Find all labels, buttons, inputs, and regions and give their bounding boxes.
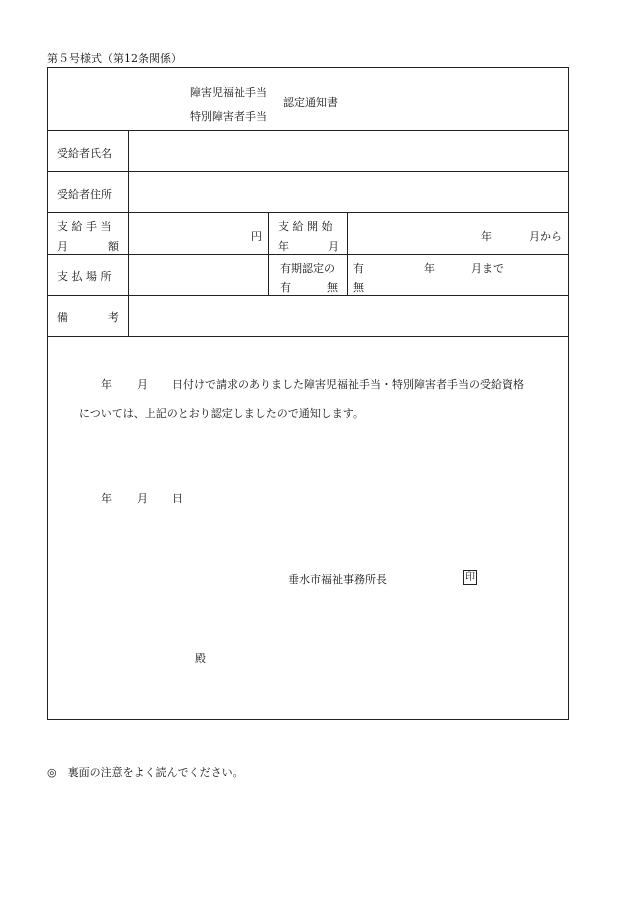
start-month-from: 月から xyxy=(529,230,562,243)
notice-line2-text: については、上記のとおり認定しましたので通知します。 xyxy=(79,407,364,420)
recipient-address-label: 受給者住所 xyxy=(57,188,112,201)
date-month: 月 xyxy=(137,492,148,505)
fixed-term-label-line2a: 有 xyxy=(280,281,291,294)
start-label-line2a: 年 xyxy=(278,240,289,253)
divider-label-column xyxy=(128,130,129,337)
title-suffix: 認定通知書 xyxy=(283,96,338,109)
notice-month: 月 xyxy=(137,378,148,391)
divider-amount xyxy=(47,254,569,255)
fixed-term-label-line1: 有期認定の xyxy=(280,262,335,275)
footer-note: ◎ 裏面の注意をよく読んでください。 xyxy=(47,766,244,779)
notice-year: 年 xyxy=(101,378,112,391)
issuer-name: 垂水市福祉事務所長 xyxy=(288,573,387,586)
fixed-term-no: 無 xyxy=(353,281,364,294)
divider-remarks xyxy=(47,336,569,337)
title-line-1: 障害児福祉手当 xyxy=(190,86,267,99)
fixed-term-yes: 有 xyxy=(353,262,364,275)
fixed-term-label-line2b: 無 xyxy=(327,281,338,294)
remarks-label-a: 備 xyxy=(57,311,68,324)
table-border-right xyxy=(568,67,569,720)
divider-address xyxy=(47,212,569,213)
amount-label-line2b: 額 xyxy=(108,240,119,253)
amount-unit: 円 xyxy=(251,230,262,243)
recipient-name-label: 受給者氏名 xyxy=(57,147,112,160)
date-day: 日 xyxy=(172,492,183,505)
fixed-term-year: 年 xyxy=(424,262,435,275)
notice-line1-text: 日付けで請求のありました障害児福祉手当・特別障害者手当の受給資格 xyxy=(172,378,524,391)
divider-name xyxy=(47,171,569,172)
recipient-honorific: 殿 xyxy=(195,652,206,665)
title-line-2: 特別障害者手当 xyxy=(190,110,267,123)
form-number: 第５号様式（第12条関係） xyxy=(47,52,182,65)
date-year: 年 xyxy=(101,492,112,505)
table-border-left xyxy=(47,67,48,720)
divider-payment xyxy=(47,295,569,296)
seal-mark: 印 xyxy=(465,572,475,583)
divider-mid-1 xyxy=(268,212,269,296)
fixed-term-until: 月まで xyxy=(471,262,504,275)
amount-label-line2a: 月 xyxy=(57,240,68,253)
table-border-bottom xyxy=(47,719,569,720)
start-year: 年 xyxy=(481,230,492,243)
table-border-top xyxy=(47,67,569,68)
divider-title xyxy=(47,130,569,131)
amount-label-line1: 支 給 手 当 xyxy=(57,220,112,233)
divider-mid-2 xyxy=(347,212,348,296)
payment-place-label: 支 払 場 所 xyxy=(57,270,112,283)
start-label-line1: 支 給 開 始 xyxy=(278,220,333,233)
start-label-line2b: 月 xyxy=(328,240,339,253)
remarks-label-b: 考 xyxy=(108,311,119,324)
